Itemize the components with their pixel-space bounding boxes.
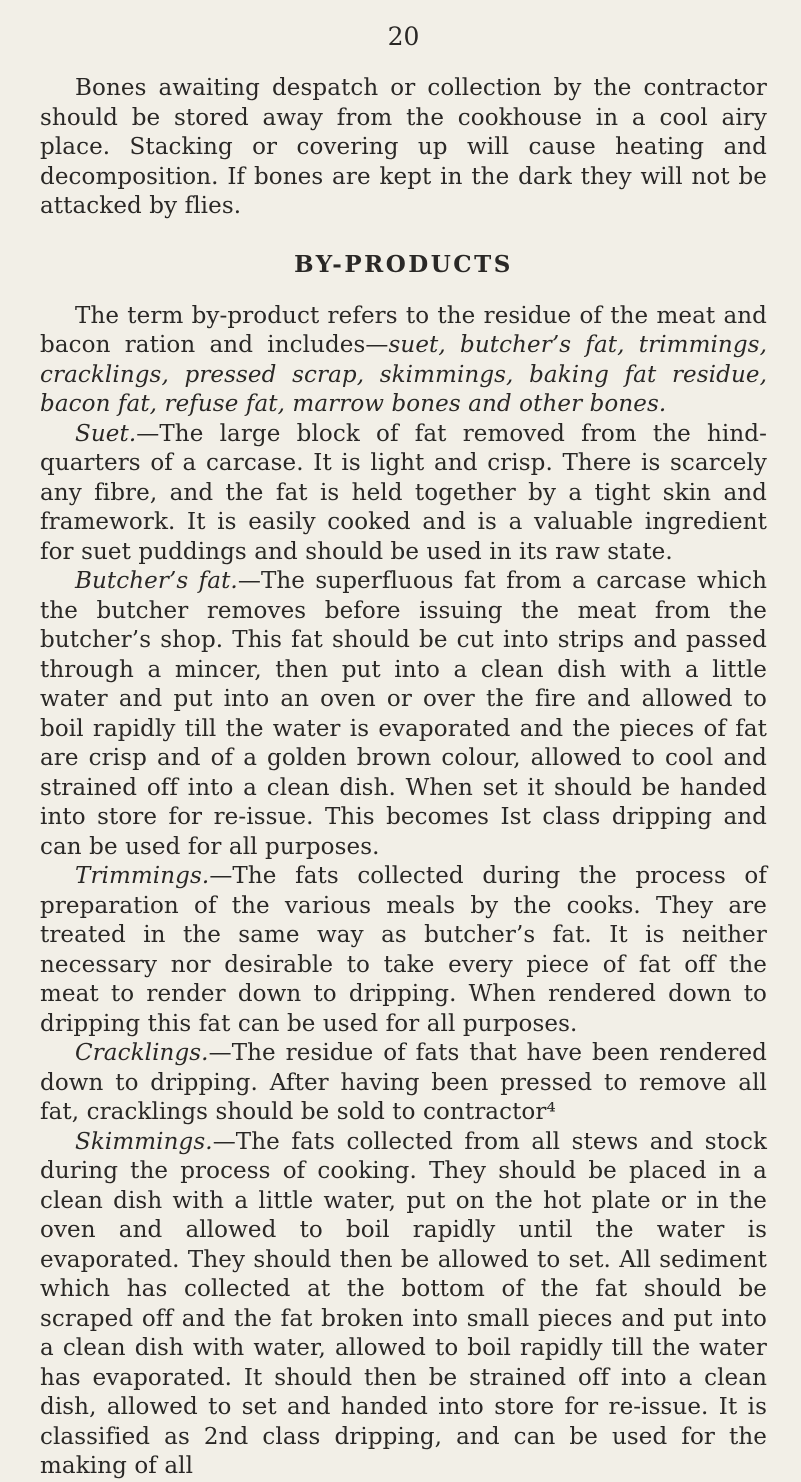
entry-text: —The superfluous fat from a carcase which the butcher removes before issuing the meat from the butcher’s shop. This fat should be cut into strips and passed through a mincer, then put into a clean dish with a little water and put into an oven or over the fire and allowed to boil rapidly till the water is evaporated and the pieces of fat are crisp and of a golden brown colour, allowed to cool and strained off into a clean dish. When set it should be handed into store for re-issue. This becomes Ist class dripping and can be used for all purposes. — [40, 568, 767, 860]
entry-cracklings — [40, 1039, 767, 1128]
intro-paragraph: Bones awaiting despatch or collection by the contractor should be stored away from the cookhouse in a cool airy place. Stacking or covering up will cause heating and decomposition. If bones are kept in the dark they will not be attacked by flies. — [40, 75, 767, 219]
entry-text: —The large block of fat removed from the hind-quarters of a carcase. It is light and crisp. There is scarcely any fibre, and the fat is held together by a tight skin and framework. It is easily cooked and is a valuable ingredient for suet puddings and should be used in its raw state. — [40, 420, 767, 565]
section-heading: BY-PRODUCTS — [294, 250, 513, 278]
page-number: 20 — [387, 22, 420, 51]
entry-term: Skimmings. — [75, 1128, 213, 1155]
entry-suet — [40, 420, 767, 568]
definition-paragraph — [40, 302, 767, 420]
entry-butchers-fat — [40, 567, 767, 862]
definition-italic-list: suet, butcher’s fat, trimmings, cracklings, pressed scrap, skimmings, baking fat residue, bacon fat, refuse fat, marrow bones and other bones. — [40, 332, 767, 417]
entry-text: —The fats collected during the process of preparation of the various meals by the cooks. They are treated in the same way as butcher’s fat. It is neither necessary nor desirable to take every piece of fat off the meat to render down to dripping. When rendered down to dripping this fat can be used for all purposes. — [40, 863, 767, 1037]
entry-term: Suet. — [75, 420, 137, 447]
entry-text: —The residue of fats that have been rendered down to dripping. After having been pressed to remove all fat, cracklings should be sold to contractor⁴ — [40, 1040, 767, 1125]
entry-text: —The fats collected from all stews and stock during the process of cooking. They should be placed in a clean dish with a little water, put on the hot plate or in the oven and allowed to boil rapidly until the water is evaporated. They should then be allowed to set. All sediment which has collected at the bottom of the fat should be scraped off and the fat broken into small pieces and put into a clean dish with water, allowed to boil rapidly till the water has evaporated. It should then be strained off into a clean dish, allowed to set and handed into store for re-issue. It is classified as 2nd class dripping, and can be used for the making of all — [40, 1128, 767, 1479]
definition-lead: The term by-product refers to the residue of the meat and bacon ration and includes— — [40, 302, 767, 358]
entry-term: Butcher’s fat. — [75, 568, 238, 594]
entry-trimmings — [40, 862, 767, 1039]
entry-term: Trimmings. — [75, 863, 210, 889]
document-page — [40, 22, 767, 1479]
entry-skimmings — [40, 1128, 767, 1482]
entry-term: Cracklings. — [75, 1040, 209, 1066]
